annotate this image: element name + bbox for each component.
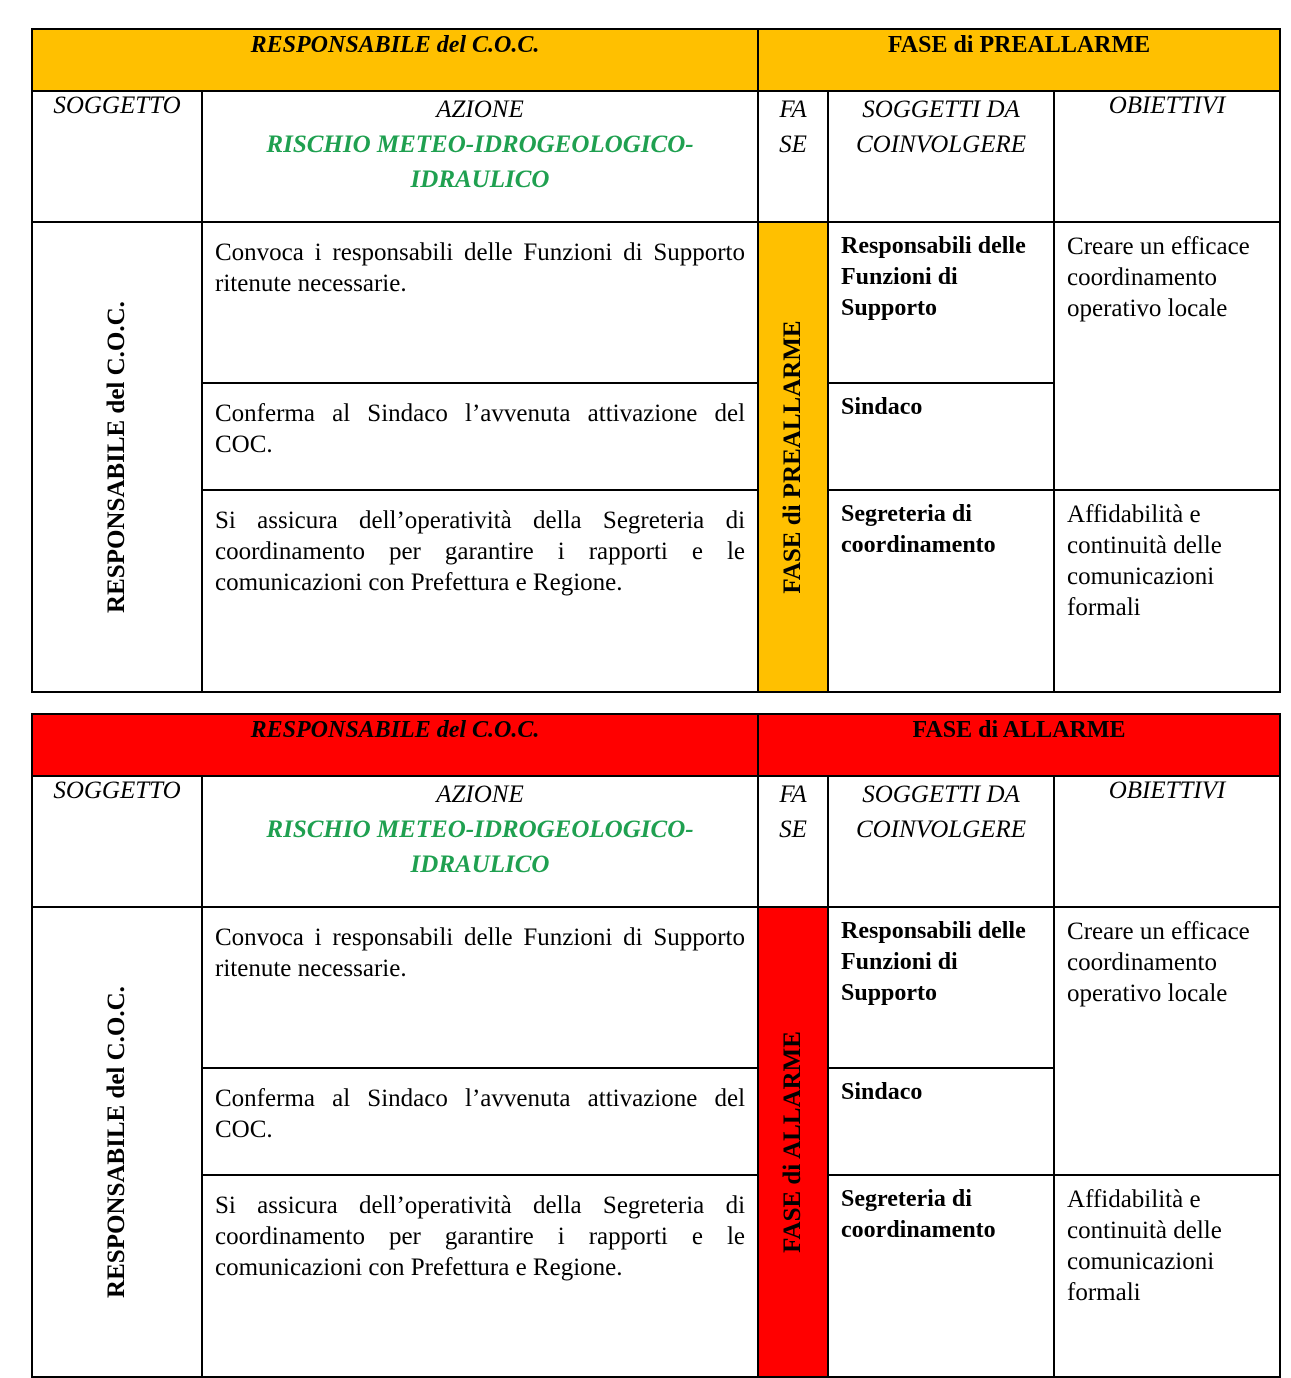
header-left: RESPONSABILE del C.O.C. (32, 714, 758, 776)
rischio-line-1: RISCHIO METEO-IDROGEOLOGICO- (266, 131, 694, 158)
col-fase-line-1: FA (779, 781, 807, 808)
subject-cell (32, 222, 202, 692)
who-cell: Segreteria di coordinamento (828, 490, 1054, 692)
action-cell: Convoca i responsabili delle Funzioni di Supporto ritenute necessarie. (202, 907, 758, 1068)
who-cell: Segreteria di coordinamento (828, 1175, 1054, 1377)
goal-cell: Affidabilità e continuità delle comunicazioni formali (1054, 490, 1280, 692)
rischio-line-1: RISCHIO METEO-IDROGEOLOGICO- (266, 816, 694, 843)
table-row (32, 222, 1280, 383)
table-header-row (32, 714, 1280, 776)
col-obiettivi: OBIETTIVI (1054, 91, 1280, 222)
col-azione (202, 776, 758, 907)
goal-cell: Creare un efficace coordinamento operativo locale (1054, 222, 1280, 490)
subject-label: RESPONSABILE del C.O.C. (103, 301, 130, 613)
col-fase (758, 776, 828, 907)
table-row (32, 1175, 1280, 1377)
goal-cell: Affidabilità e continuità delle comunicazioni formali (1054, 1175, 1280, 1377)
col-soggetti-line-1: SOGGETTI DA (862, 781, 1020, 808)
who-cell: Responsabili delle Funzioni di Supporto (828, 907, 1054, 1068)
who-cell: Sindaco (828, 383, 1054, 490)
subject-label: RESPONSABILE del C.O.C. (103, 986, 130, 1298)
header-left: RESPONSABILE del C.O.C. (32, 29, 758, 91)
col-fase-line-1: FA (779, 96, 807, 123)
action-cell: Si assicura dell’operatività della Segreteria di coordinamento per garantire i rapporti e le comunicazioni con Prefettura e Regione. (202, 490, 758, 692)
col-soggetti-line-2: COINVOLGERE (855, 816, 1027, 843)
col-fase-line-2: SE (779, 131, 807, 158)
action-cell: Conferma al Sindaco l’avvenuta attivazione del COC. (202, 1068, 758, 1175)
action-cell: Convoca i responsabili delle Funzioni di Supporto ritenute necessarie. (202, 222, 758, 383)
col-soggetto: SOGGETTO (32, 776, 202, 907)
allarme-table (31, 713, 1281, 1378)
preallarme-table (31, 28, 1281, 693)
col-soggetti-line-2: COINVOLGERE (855, 131, 1027, 158)
action-cell: Conferma al Sindaco l’avvenuta attivazione del COC. (202, 383, 758, 490)
header-right: FASE di PREALLARME (758, 29, 1280, 91)
col-soggetti-line-1: SOGGETTI DA (862, 96, 1020, 123)
table-row (32, 907, 1280, 1068)
phase-label: FASE di ALLARME (779, 1031, 807, 1253)
rischio-line-2: IDRAULICO (410, 166, 550, 193)
col-soggetto: SOGGETTO (32, 91, 202, 222)
header-right: FASE di ALLARME (758, 714, 1280, 776)
col-fase-line-2: SE (779, 816, 807, 843)
column-header-row (32, 776, 1280, 907)
goal-cell: Creare un efficace coordinamento operativo locale (1054, 907, 1280, 1175)
column-header-row (32, 91, 1280, 222)
subject-cell (32, 907, 202, 1377)
col-azione (202, 91, 758, 222)
phase-cell (758, 907, 828, 1377)
rischio-line-2: IDRAULICO (410, 851, 550, 878)
table-row (32, 490, 1280, 692)
table-header-row (32, 29, 1280, 91)
phase-label: FASE di PREALLARME (779, 320, 807, 594)
col-fase (758, 91, 828, 222)
action-cell: Si assicura dell’operatività della Segreteria di coordinamento per garantire i rapporti e le comunicazioni con Prefettura e Regione. (202, 1175, 758, 1377)
col-soggetti (828, 776, 1054, 907)
col-obiettivi: OBIETTIVI (1054, 776, 1280, 907)
phase-cell (758, 222, 828, 692)
col-soggetti (828, 91, 1054, 222)
who-cell: Sindaco (828, 1068, 1054, 1175)
col-azione-label: AZIONE (436, 781, 524, 808)
who-cell: Responsabili delle Funzioni di Supporto (828, 222, 1054, 383)
col-azione-label: AZIONE (436, 96, 524, 123)
